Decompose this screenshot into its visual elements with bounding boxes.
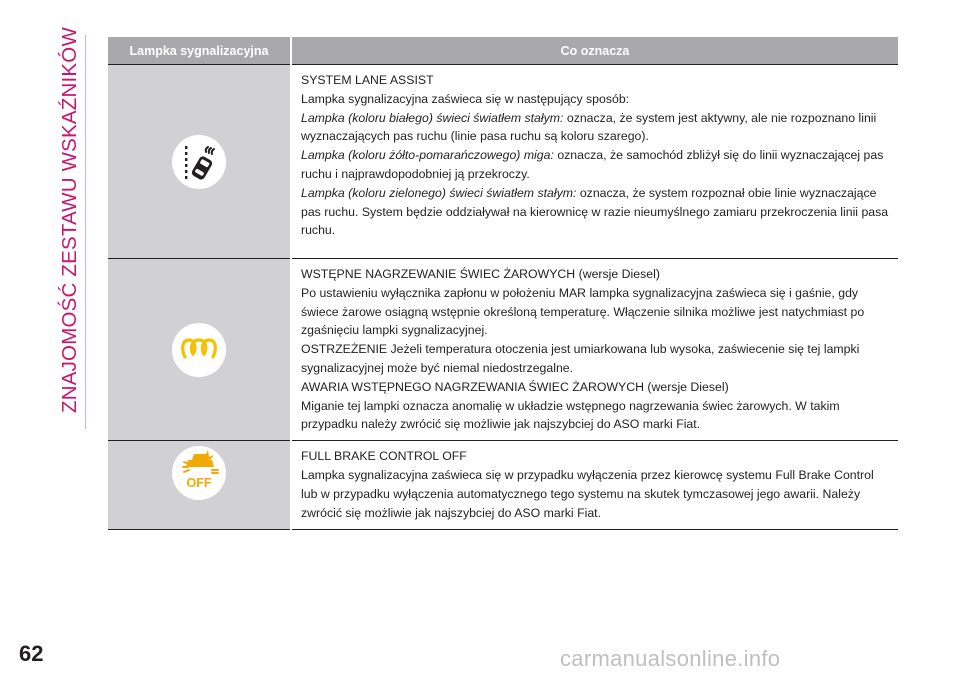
header-meaning: Co oznacza [291, 37, 898, 65]
status-text: oznacza, że samochód zbliżył się do linii wyznaczającej pas [557, 148, 884, 163]
text-line: Lampka sygnalizacyjna zaświeca się w przypadku wyłączenia przez kierowcę systemu Full Brake Control [301, 467, 874, 482]
description-cell [291, 441, 898, 530]
text-line: ruchu i najprawdopodobniej ją przekroczy. [301, 166, 530, 181]
text-line: FULL BRAKE CONTROL OFF [301, 449, 467, 464]
text-line: Miganie tej lampki oznacza anomalię w układzie wstępnego nagrzewania świec żarowych. W takim [301, 398, 840, 413]
section-divider [85, 35, 86, 429]
off-icon-label: OFF [186, 476, 212, 491]
text-line: Lampka sygnalizacyjna zaświeca się w następujący sposób: [301, 91, 630, 106]
section-title-vertical [50, 0, 90, 440]
text-line: świece żarowe osiągną wstępnie określoną temperaturę. Włączenie silnika możliwe jest natychmiast po [301, 304, 865, 319]
text-line [301, 146, 898, 165]
icon-cell [108, 65, 291, 259]
table-row [108, 441, 898, 530]
text-line [301, 184, 898, 203]
lane-assist-icon [172, 135, 226, 189]
description-cell [291, 259, 898, 441]
glow-plug-icon [172, 323, 226, 377]
status-text: oznacza, że system jest aktywny, ale nie rozpoznano linii [566, 110, 877, 125]
header-lamp: Lampka sygnalizacyjna [108, 37, 291, 65]
text-line: wyznaczających pas ruchu (linie pasa ruchu są koloru szarego). [301, 129, 649, 144]
text-line: ruchu. [301, 223, 336, 238]
text-line: pas ruchu. System będzie oddziaływał na kierownicę w razie nieumyślnego zamiaru przekroczenia linii pasa [301, 204, 889, 219]
text-line: zwrócić się możliwie jak najszybciej do ASO marki Fiat. [301, 505, 601, 520]
icon-cell [108, 259, 291, 441]
table-row [108, 259, 898, 441]
text-line: OSTRZEŻENIE Jeżeli temperatura otoczenia jest umiarkowana lub wysoka, zaświecenie się tej lampki [301, 342, 860, 357]
section-title: ZNAJOMOŚĆ ZESTAWU WSKAŹNIKÓW [58, 27, 82, 413]
warning-lights-table [108, 37, 898, 530]
text-line: Po ustawieniu wyłącznika zapłonu w położeniu MAR lampka sygnalizacyjna zaświeca się i gaśnie, gdy [301, 285, 859, 300]
page-number: 62 [19, 641, 44, 666]
text-line: sygnalizacyjnej może być niemal niedostrzegalne. [301, 360, 574, 375]
text-line: WSTĘPNE NAGRZEWANIE ŚWIEC ŻAROWYCH (wersje Diesel) [301, 267, 660, 281]
text-line: SYSTEM LANE ASSIST [301, 73, 434, 87]
table-header-row [108, 37, 898, 65]
text-line: lub w przypadku wyłączenia automatycznego tego systemu na skutek tymczasowej jego awarii. Należy [301, 486, 861, 501]
status-lead: Lampka (koloru zielonego) świeci światłem stałym: [301, 185, 577, 200]
status-lead: Lampka (koloru żółto-pomarańczowego) miga: [301, 148, 554, 163]
icon-cell [108, 441, 291, 530]
status-text: oznacza, że system rozpoznał obie linie wyznaczające [579, 185, 877, 200]
text-line [301, 109, 898, 128]
status-lead: Lampka (koloru białego) świeci światłem stałym: [301, 110, 564, 125]
text-line: zgaśnięciu lampki sygnalizacyjnej. [301, 323, 488, 338]
watermark: carmanualsonline.info [560, 646, 781, 671]
full-brake-control-off-icon [172, 446, 226, 500]
table-row [108, 65, 898, 259]
description-cell [291, 65, 898, 259]
text-line: przypadku należy zwrócić się możliwie jak najszybciej do ASO marki Fiat. [301, 417, 701, 432]
text-line: AWARIA WSTĘPNEGO NAGRZEWANIA ŚWIEC ŻAROWYCH (wersje Diesel) [301, 379, 729, 394]
